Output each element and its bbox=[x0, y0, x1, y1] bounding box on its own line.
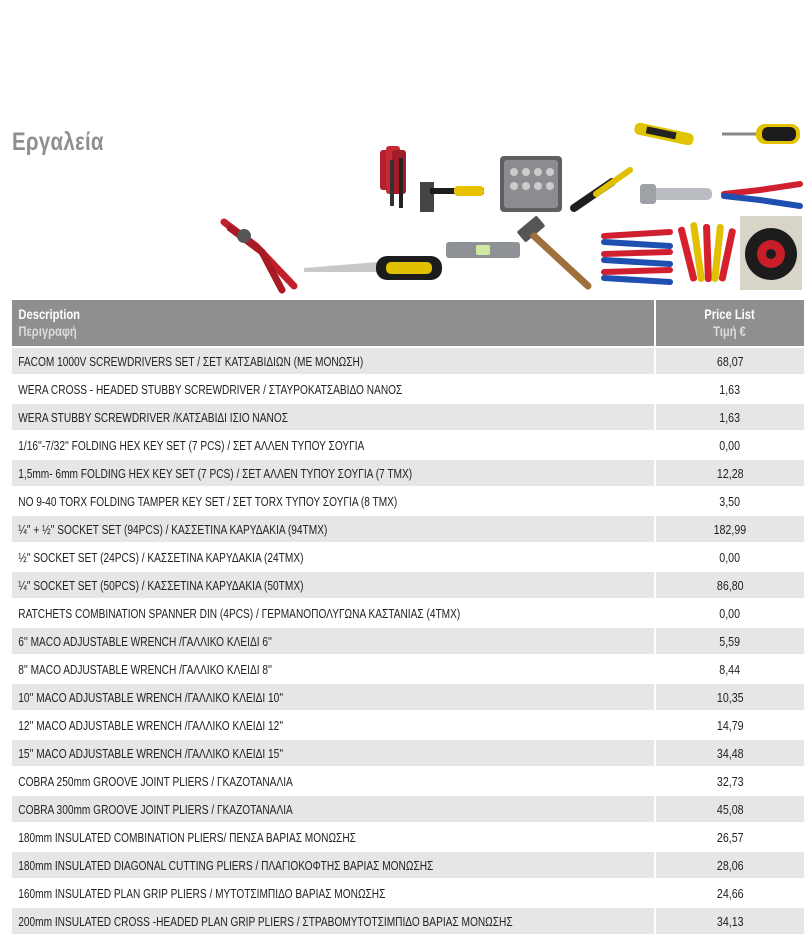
drywall-saw-image bbox=[304, 256, 442, 280]
row-description bbox=[12, 906, 654, 934]
table-row bbox=[12, 626, 804, 654]
row-price-text: 86,80 bbox=[716, 577, 744, 593]
insulated-screwdrivers-image bbox=[677, 222, 736, 282]
row-description-text: RATCHETS COMBINATION SPANNER DIN (4PCS) / ΓΕΡΜΑΝΟΠΟΛΥΓΩΝΑ ΚΑΣΤΑΝΙΑΣ (4ΤΜΧ) bbox=[18, 605, 461, 621]
cable-reel-image bbox=[740, 216, 802, 290]
row-price-text: 32,73 bbox=[716, 773, 744, 789]
insulated-pliers-image bbox=[604, 232, 670, 282]
row-price bbox=[654, 850, 804, 878]
row-description bbox=[12, 486, 654, 514]
row-price-text: 26,57 bbox=[716, 829, 744, 845]
row-description bbox=[12, 458, 654, 486]
page-title: Εργαλεία bbox=[12, 128, 104, 156]
table-row bbox=[12, 374, 804, 402]
row-description bbox=[12, 514, 654, 542]
table-row bbox=[12, 458, 804, 486]
spirit-level-image bbox=[446, 242, 520, 258]
row-price bbox=[654, 458, 804, 486]
row-price bbox=[654, 710, 804, 738]
row-price-text: 45,08 bbox=[716, 801, 744, 817]
row-description bbox=[12, 374, 654, 402]
price-column-header bbox=[654, 300, 804, 346]
row-price-text: 1,63 bbox=[719, 381, 741, 397]
tools-photo-collage bbox=[0, 0, 806, 300]
cutting-pliers-image bbox=[724, 184, 800, 206]
description-header-en: Description bbox=[18, 306, 81, 322]
row-price-text: 24,66 bbox=[716, 885, 744, 901]
price-header-en: Price List bbox=[704, 306, 756, 322]
row-price bbox=[654, 570, 804, 598]
row-description bbox=[12, 346, 654, 374]
row-description bbox=[12, 822, 654, 850]
row-description-text: 12'' MACO ADJUSTABLE WRENCH /ΓΑΛΛΙΚΟ ΚΛΕΙΔΙ 12'' bbox=[18, 717, 284, 733]
table-row bbox=[12, 542, 804, 570]
row-description-text: 1,5mm- 6mm FOLDING HEX KEY SET (7 PCS) / ΣΕΤ ΑΛΛΕΝ ΤΥΠΟΥ ΣΟΥΓΙΑ (7 ΤΜΧ) bbox=[18, 465, 413, 481]
row-price bbox=[654, 486, 804, 514]
price-list-table bbox=[12, 300, 804, 934]
row-price bbox=[654, 794, 804, 822]
groove-joint-pliers-image bbox=[224, 222, 294, 290]
row-description-text: 1/16''-7/32'' FOLDING HEX KEY SET (7 PCS) / ΣΕΤ ΑΛΛΕΝ ΤΥΠΟΥ ΣΟΥΓΙΑ bbox=[18, 437, 365, 453]
table-row bbox=[12, 402, 804, 430]
table-row bbox=[12, 654, 804, 682]
utility-knife-image bbox=[633, 122, 694, 146]
row-price-text: 0,00 bbox=[719, 549, 741, 565]
table-row bbox=[12, 486, 804, 514]
chisel-image bbox=[574, 170, 630, 208]
row-price bbox=[654, 766, 804, 794]
row-description-text: 10'' MACO ADJUSTABLE WRENCH /ΓΑΛΛΙΚΟ ΚΛΕΙΔΙ 10'' bbox=[18, 689, 284, 705]
row-description bbox=[12, 710, 654, 738]
row-description bbox=[12, 682, 654, 710]
hammer-image bbox=[420, 182, 484, 212]
row-price bbox=[654, 402, 804, 430]
row-description-text: FACOM 1000V SCREWDRIVERS SET / ΣΕΤ ΚΑΤΣΑΒΙΔΙΩΝ (ΜΕ ΜΟΝΩΣΗ) bbox=[18, 353, 364, 369]
row-description-text: WERA CROSS - HEADED STUBBY SCREWDRIVER / ΣΤΑΥΡΟΚΑΤΣΑΒΙΔΟ ΝΑΝΟΣ bbox=[18, 381, 403, 397]
row-description bbox=[12, 570, 654, 598]
price-header-gr: Τιμή € bbox=[713, 323, 747, 339]
row-price bbox=[654, 626, 804, 654]
screwdriver-image bbox=[722, 124, 800, 144]
row-description-text: 180mm INSULATED COMBINATION PLIERS/ ΠΕΝΣΑ ΒΑΡΙΑΣ ΜΟΝΩΣΗΣ bbox=[18, 829, 356, 845]
row-price-text: 34,13 bbox=[716, 913, 744, 929]
table-header-row bbox=[12, 300, 804, 346]
table-row bbox=[12, 850, 804, 878]
row-price bbox=[654, 542, 804, 570]
row-price-text: 3,50 bbox=[719, 493, 741, 509]
row-price-text: 12,28 bbox=[716, 465, 744, 481]
row-price bbox=[654, 906, 804, 934]
row-price bbox=[654, 598, 804, 626]
row-price bbox=[654, 654, 804, 682]
row-description-text: NO 9-40 TORX FOLDING TAMPER KEY SET / ΣΕΤ TORX ΤΥΠΟΥ ΣΟΥΓΙΑ (8 ΤΜΧ) bbox=[18, 493, 398, 509]
row-description bbox=[12, 794, 654, 822]
table-row bbox=[12, 794, 804, 822]
row-description-text: ½'' SOCKET SET (24PCS) / ΚΑΣΣΕΤΙΝΑ ΚΑΡΥΔΑΚΙΑ (24ΤΜΧ) bbox=[18, 549, 304, 565]
row-description-text: 200mm INSULATED CROSS -HEADED PLAN GRIP PLIERS / ΣΤΡΑΒΟΜΥΤΟΤΣΙΜΠΙΔΟ ΒΑΡΙΑΣ ΜΟΝΩΣΗΣ bbox=[18, 913, 513, 929]
row-price-text: 28,06 bbox=[716, 857, 744, 873]
socket-case-image bbox=[500, 156, 562, 212]
row-price-text: 34,48 bbox=[716, 745, 744, 761]
row-description-text: 6'' MACO ADJUSTABLE WRENCH /ΓΑΛΛΙΚΟ ΚΛΕΙΔΙ 6'' bbox=[18, 633, 272, 649]
row-description-text: COBRA 300mm GROOVE JOINT PLIERS / ΓΚΑΖΟΤΑΝΑΛΙΑ bbox=[18, 801, 293, 817]
tools-collage-svg bbox=[0, 0, 806, 300]
row-description-text: COBRA 250mm GROOVE JOINT PLIERS / ΓΚΑΖΟΤΑΝΑΛΙΑ bbox=[18, 773, 293, 789]
row-price bbox=[654, 822, 804, 850]
row-description bbox=[12, 598, 654, 626]
description-column-header bbox=[12, 300, 654, 346]
table-row bbox=[12, 514, 804, 542]
row-price-text: 182,99 bbox=[713, 521, 747, 537]
row-description bbox=[12, 738, 654, 766]
table-row bbox=[12, 878, 804, 906]
row-description bbox=[12, 626, 654, 654]
row-price-text: 0,00 bbox=[719, 605, 741, 621]
row-price bbox=[654, 738, 804, 766]
table-row bbox=[12, 570, 804, 598]
row-description-text: 180mm INSULATED DIAGONAL CUTTING PLIERS / ΠΛΑΓΙΟΚΟΦΤΗΣ ΒΑΡΙΑΣ ΜΟΝΩΣΗΣ bbox=[18, 857, 434, 873]
row-description bbox=[12, 402, 654, 430]
table-row bbox=[12, 598, 804, 626]
row-description bbox=[12, 766, 654, 794]
table-row bbox=[12, 822, 804, 850]
description-header-gr: Περιγραφή bbox=[18, 323, 77, 339]
row-price bbox=[654, 878, 804, 906]
row-price-text: 0,00 bbox=[719, 437, 741, 453]
row-description-text: 8'' MACO ADJUSTABLE WRENCH /ΓΑΛΛΙΚΟ ΚΛΕΙΔΙ 8'' bbox=[18, 661, 272, 677]
table-row bbox=[12, 738, 804, 766]
table-row bbox=[12, 346, 804, 374]
row-price-text: 14,79 bbox=[716, 717, 744, 733]
table-row bbox=[12, 682, 804, 710]
wooden-hammer-image bbox=[517, 215, 588, 286]
row-price-text: 68,07 bbox=[716, 353, 744, 369]
row-description-text: WERA STUBBY SCREWDRIVER /ΚΑΤΣΑΒΙΔΙ ΙΣΙΟ ΝΑΝΟΣ bbox=[18, 409, 288, 425]
table-row bbox=[12, 710, 804, 738]
table-body bbox=[12, 346, 804, 934]
row-description bbox=[12, 654, 654, 682]
row-description bbox=[12, 878, 654, 906]
row-price bbox=[654, 682, 804, 710]
table-row bbox=[12, 430, 804, 458]
row-price bbox=[654, 374, 804, 402]
row-description bbox=[12, 542, 654, 570]
row-price bbox=[654, 514, 804, 542]
row-description bbox=[12, 430, 654, 458]
row-description-text: ¼'' + ½'' SOCKET SET (94PCS) / ΚΑΣΣΕΤΙΝΑ ΚΑΡΥΔΑΚΙΑ (94ΤΜΧ) bbox=[18, 521, 328, 537]
hex-key-set-image bbox=[380, 146, 406, 208]
row-price bbox=[654, 430, 804, 458]
row-price-text: 10,35 bbox=[716, 689, 744, 705]
row-price bbox=[654, 346, 804, 374]
adjustable-wrench-image bbox=[640, 184, 712, 204]
table-row bbox=[12, 906, 804, 934]
row-description bbox=[12, 850, 654, 878]
row-price-text: 8,44 bbox=[719, 661, 741, 677]
row-price-text: 1,63 bbox=[719, 409, 741, 425]
row-price-text: 5,59 bbox=[719, 633, 741, 649]
row-description-text: 160mm INSULATED PLAN GRIP PLIERS / ΜΥΤΟΤΣΙΜΠΙΔΟ ΒΑΡΙΑΣ ΜΟΝΩΣΗΣ bbox=[18, 885, 386, 901]
table-row bbox=[12, 766, 804, 794]
row-description-text: ¼'' SOCKET SET (50PCS) / ΚΑΣΣΕΤΙΝΑ ΚΑΡΥΔΑΚΙΑ (50ΤΜΧ) bbox=[18, 577, 304, 593]
row-description-text: 15'' MACO ADJUSTABLE WRENCH /ΓΑΛΛΙΚΟ ΚΛΕΙΔΙ 15'' bbox=[18, 745, 284, 761]
